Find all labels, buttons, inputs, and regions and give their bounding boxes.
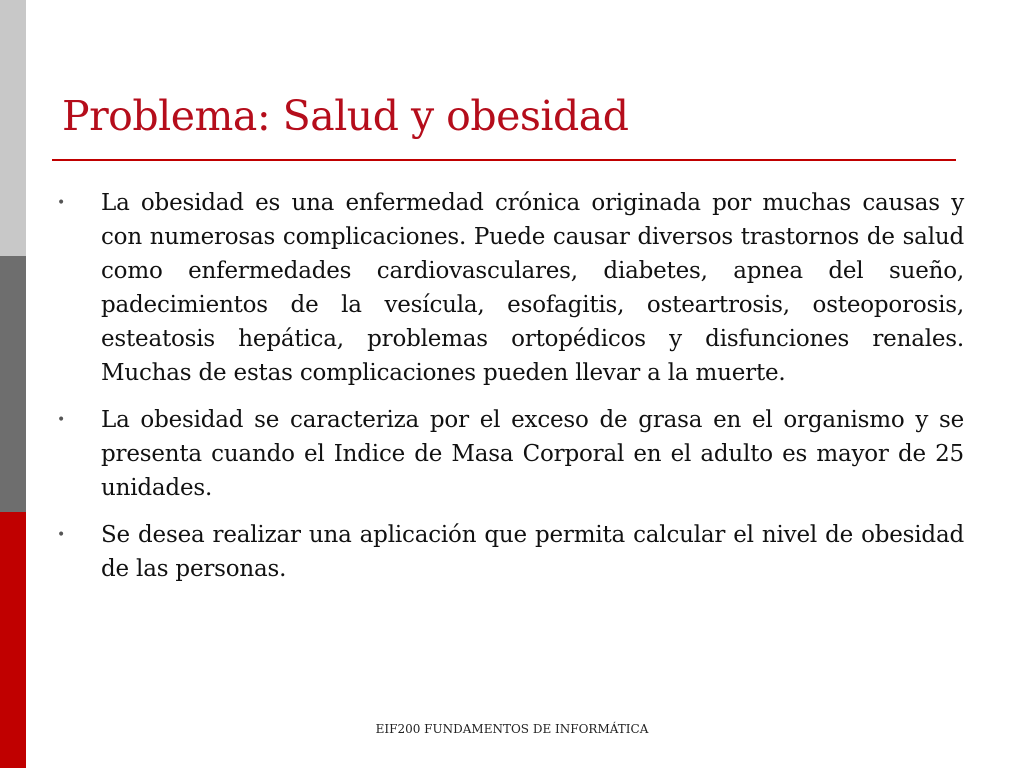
- bullet-list: [56, 186, 964, 599]
- side-bar-dark: [0, 256, 26, 512]
- bullet-dot-icon: •: [57, 412, 66, 428]
- slide-footer: EIF200 FUNDAMENTOS DE INFORMÁTICA: [375, 722, 649, 736]
- bullet-text: La obesidad se caracteriza por el exceso de grasa en el organismo y se presenta cuando el Indice de Masa Corporal en el adulto es mayor de 25 unidades.: [101, 407, 964, 501]
- side-bar-light: [0, 0, 26, 256]
- title-underline: [52, 159, 956, 161]
- slide-title: Problema: Salud y obesidad: [62, 92, 629, 140]
- bullet-item: [56, 186, 964, 390]
- bullet-dot-icon: •: [57, 527, 66, 543]
- bullet-dot-icon: •: [57, 195, 66, 211]
- bullet-text: Se desea realizar una aplicación que permita calcular el nivel de obesidad de las personas.: [101, 522, 964, 582]
- bullet-item: [56, 403, 964, 505]
- bullet-text: La obesidad es una enfermedad crónica originada por muchas causas y con numerosas complicaciones. Puede causar diversos trastornos de salud como enfermedades cardiovasculares, diabetes, apnea del sueño, padecimientos de la vesícula, esofagitis, osteartrosis, osteoporosis, esteatosis hepática, problemas ortopédicos y disfunciones renales. Muchas de estas complicaciones pueden llevar a la muerte.: [101, 190, 964, 386]
- bullet-item: [56, 518, 964, 586]
